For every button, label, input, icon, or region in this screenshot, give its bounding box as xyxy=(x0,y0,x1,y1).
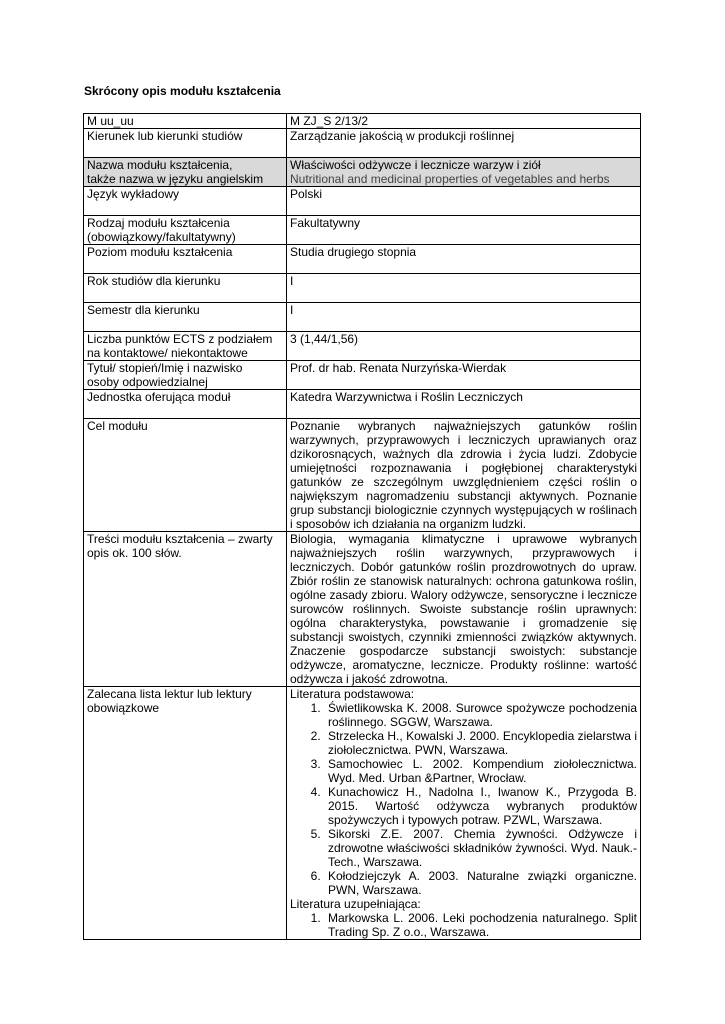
table-row xyxy=(84,129,641,158)
document-title: Skrócony opis modułu kształcenia xyxy=(84,84,281,98)
label-cell xyxy=(84,158,287,187)
label-line: Liczba punktów ECTS z podziałem xyxy=(87,332,273,346)
table-row xyxy=(84,390,641,419)
label-cell xyxy=(84,216,287,245)
value-cell: I xyxy=(287,274,641,303)
value-cell: Studia drugiego stopnia xyxy=(287,245,641,274)
label-cell xyxy=(84,332,287,361)
table-row xyxy=(84,532,641,687)
label-line: Tytuł/ stopień/Imię i nazwisko xyxy=(87,361,243,375)
literature-basic-heading: Literatura podstawowa: xyxy=(290,687,415,701)
label-cell: Zalecana lista lektur lub lektury obowiązkowe xyxy=(84,687,287,940)
table-row xyxy=(84,245,641,274)
list-item: 3. Samochowiec L. 2002. Kompendium ziołolecznictwa. Wyd. Med. Urban &Partner, Wrocław. xyxy=(324,757,637,785)
literature-extra-list xyxy=(290,911,637,939)
list-item: 5. Sikorski Z.E. 2007. Chemia żywności. Odżywcze i zdrowotne właściwości składników żywności. Wyd. Nauk.-Tech., Warszawa. xyxy=(324,827,637,869)
literature-extra-heading: Literatura uzupełniająca: xyxy=(290,897,421,911)
label-line: (obowiązkowy/fakultatywny) xyxy=(87,230,236,244)
table-row xyxy=(84,114,641,129)
label-cell: Semestr dla kierunku xyxy=(84,303,287,332)
list-item: 4. Kunachowicz H., Nadolna I., Iwanow K., Przygoda B. 2015. Wartość odżywcza wybranych produktów spożywczych i typowych potraw. PZWL, Warszawa. xyxy=(324,785,637,827)
label-line: także nazwa w języku angielskim xyxy=(87,172,264,186)
label-line: Rodzaj modułu kształcenia xyxy=(87,216,230,230)
label-cell xyxy=(84,361,287,390)
value-cell xyxy=(287,687,641,940)
module-name-pl: Właściwości odżywcze i lecznicze warzyw i ziół xyxy=(290,158,541,172)
list-item: 1. Świetlikowska K. 2008. Surowce spożywcze pochodzenia roślinnego. SGGW, Warszawa. xyxy=(324,701,637,729)
value-cell: M ZJ_S 2/13/2 xyxy=(287,114,641,129)
value-cell: Zarządzanie jakością w produkcji roślinnej xyxy=(287,129,641,158)
label-cell: Kierunek lub kierunki studiów xyxy=(84,129,287,158)
table-row xyxy=(84,158,641,187)
module-table xyxy=(83,113,641,940)
table-row xyxy=(84,216,641,245)
label-line: Nazwa modułu kształcenia, xyxy=(87,158,233,172)
table-row xyxy=(84,303,641,332)
module-name-en: Nutritional and medicinal properties of vegetables and herbs xyxy=(290,172,610,186)
value-cell: Polski xyxy=(287,187,641,216)
value-cell xyxy=(287,158,641,187)
value-cell: Fakultatywny xyxy=(287,216,641,245)
table-row xyxy=(84,419,641,532)
value-cell: Prof. dr hab. Renata Nurzyńska-Wierdak xyxy=(287,361,641,390)
label-cell: Jednostka oferująca moduł xyxy=(84,390,287,419)
label-cell: Poziom modułu kształcenia xyxy=(84,245,287,274)
value-cell: 3 (1,44/1,56) xyxy=(287,332,641,361)
label-cell: Rok studiów dla kierunku xyxy=(84,274,287,303)
table-row xyxy=(84,332,641,361)
label-line: na kontaktowe/ niekontaktowe xyxy=(87,346,248,360)
table-row xyxy=(84,361,641,390)
list-item: 6. Kołodziejczyk A. 2003. Naturalne związki organiczne. PWN, Warszawa. xyxy=(324,869,637,897)
label-cell: Cel modułu xyxy=(84,419,287,532)
value-cell: Biologia, wymagania klimatyczne i uprawowe wybranych najważniejszych roślin warzywnych, przyprawowych i leczniczych. Dobór gatunków roślin prozdrowotnych do upraw. Zbiór roślin ze stanowisk naturalnych: ochrona gatunkowa roślin, ogólne zasady zbioru. Walory odżywcze, sensoryczne i lecznicze surowców roślinnych. Swoiste substancje roślin uprawnych: ogólna charakterystyka, powstawanie i gromadzenie się substancji swoistych, czynniki zmienności związków aktywnych. Znaczenie gospodarcze substancji swoistych: substancje odżywcze, aromatyczne, lecznicze. Produkty roślinne: wartość odżywcza i jakość zdrowotna. xyxy=(287,532,641,687)
label-line: osoby odpowiedzialnej xyxy=(87,375,208,389)
label-cell: M uu_uu xyxy=(84,114,287,129)
table-row xyxy=(84,274,641,303)
list-item: 1. Markowska L. 2006. Leki pochodzenia naturalnego. Split Trading Sp. Z o.o., Warszawa. xyxy=(324,911,637,939)
value-cell: Poznanie wybranych najważniejszych gatunków roślin warzywnych, przyprawowych i leczniczych uprawianych oraz dzikorosnących, ważnych dla zdrowia i życia ludzi. Zdobycie umiejętności rozpoznawania i pogłębionej charakterystyki gatunków ze szczególnym uwzględnieniem części roślin o największym nagromadzeniu substancji aktywnych. Poznanie grup substancji biologicznie czynnych występujących w roślinach i sposobów ich działania na organizm ludzki. xyxy=(287,419,641,532)
value-cell: I xyxy=(287,303,641,332)
value-cell: Katedra Warzywnictwa i Roślin Leczniczych xyxy=(287,390,641,419)
table-row xyxy=(84,187,641,216)
literature-basic-list xyxy=(290,701,637,897)
label-cell: Język wykładowy xyxy=(84,187,287,216)
table-row xyxy=(84,687,641,940)
label-cell: Treści modułu kształcenia – zwarty opis ok. 100 słów. xyxy=(84,532,287,687)
list-item: 2. Strzelecka H., Kowalski J. 2000. Encyklopedia zielarstwa i ziołolecznictwa. PWN, Warszawa. xyxy=(324,729,637,757)
